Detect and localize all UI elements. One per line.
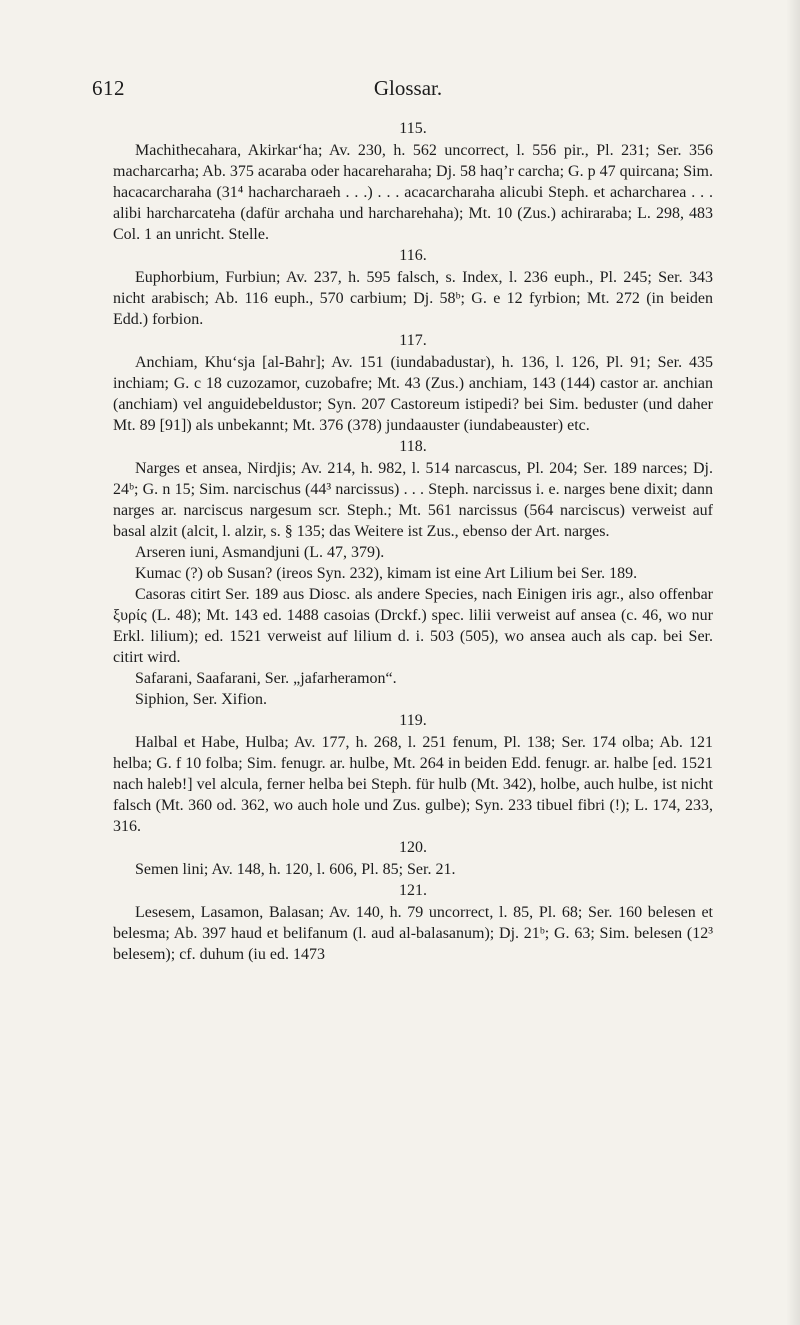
entry-paragraph: Siphion, Ser. Xifion. (135, 691, 268, 708)
entry-paragraph: Safarani, Saafarani, Ser. „jafarheramon“. (135, 670, 397, 687)
page-edge-shadow (786, 0, 800, 1325)
entry-number: 117. (399, 332, 427, 349)
entry-117 (113, 330, 713, 436)
page-number: 612 (92, 76, 125, 100)
entry-number: 121. (399, 882, 427, 899)
entry-number: 119. (399, 712, 427, 729)
entry-paragraph: Lesesem, Lasamon, Balasan; Av. 140, h. 79 uncorrect, l. 85, Pl. 68; Ser. 160 belesen et belesma; Ab. 397 haud et belifanum (l. aud al-balasanum); Dj. 21ᵇ; G. 63; Sim. belesen (12³ belesem); cf. duhum (iu ed. 1473 (113, 904, 713, 963)
entry-paragraph: Halbal et Habe, Hulba; Av. 177, h. 268, l. 251 fenum, Pl. 138; Ser. 174 olba; Ab. 121 helba; G. f 10 folba; Sim. fenugr. ar. hulbe, Mt. 264 in beiden Edd. fenugr. ar. halbe [ed. 1521 nach haleb!] vel alcula, ferner helba bei Steph. für hulb (Mt. 342), holbe, auch hulbe, ist nicht falsch (Mt. 360 od. 362, wo auch hole und Zus. gulbe); Syn. 233 tibuel fibri (!); L. 174, 233, 316. (113, 734, 713, 835)
entry-paragraph: Narges et ansea, Nirdjis; Av. 214, h. 982, l. 514 narcascus, Pl. 204; Ser. 189 narces; Dj. 24ᵇ; G. n 15; Sim. narcischus (44³ narcissus) . . . Steph. narcissus i. e. narges bene dixit; dann narges ar. narciscus nargesum scr. Steph.; Mt. 561 narcissus (564 narciscus) verweist auf basal alzit (alcit, l. alzir, s. § 135; das Weitere ist Zus., ebenso der Art. narges. (113, 460, 713, 540)
entry-number: 116. (399, 247, 427, 264)
entry-119 (113, 710, 713, 837)
entry-paragraph: Semen lini; Av. 148, h. 120, l. 606, Pl. 85; Ser. 21. (135, 861, 456, 878)
entry-121 (113, 880, 713, 965)
entry-paragraph: Arseren iuni, Asmandjuni (L. 47, 379). (135, 544, 385, 561)
running-title: Glossar. (373, 76, 443, 100)
entry-number: 115. (399, 120, 427, 137)
entry-number: 118. (399, 438, 427, 455)
glossary-body (113, 118, 713, 965)
page-header (92, 76, 712, 106)
entry-115 (113, 118, 713, 245)
entry-number: 120. (399, 839, 427, 856)
entry-paragraph: Anchiam, Khu‘sja [al-Bahr]; Av. 151 (iundabadustar), h. 136, l. 126, Pl. 91; Ser. 435 inchiam; G. c 18 cuzozamor, cuzobafre; Mt. 43 (Zus.) anchiam, 143 (144) castor ar. anchian (anchiam) vel anguidebeldustor; Syn. 207 Castoreum istipedi? bei Sim. beduster (und daher Mt. 89 [91]) als unbekannt; Mt. 376 (378) jundaauster (iundabeauster) etc. (113, 354, 713, 434)
entry-118 (113, 436, 713, 710)
entry-paragraph: Kumac (?) ob Susan? (ireos Syn. 232), kimam ist eine Art Lilium bei Ser. 189. (135, 565, 638, 582)
entry-120 (113, 837, 713, 880)
entry-116 (113, 245, 713, 330)
entry-paragraph: Euphorbium, Furbiun; Av. 237, h. 595 falsch, s. Index, l. 236 euph., Pl. 245; Ser. 343 nicht arabisch; Ab. 116 euph., 570 carbium; Dj. 58ᵇ; G. e 12 fyrbion; Mt. 272 (in beiden Edd.) forbion. (113, 269, 713, 328)
entry-paragraph: Machithecahara, Akirkar‘ha; Av. 230, h. 562 uncorrect, l. 556 pir., Pl. 231; Ser. 356 macharcarha; Ab. 375 acaraba oder hacareharaha; Dj. 58 haq’r carcha; G. p 47 quircana; Sim. hacacarcharaha (31⁴ hacharcharaeh . . .) . . . acacarcharaha alicubi Steph. et acharcharea . . . alibi harcharcateha (dafür archaha und harcharehaha); Mt. 10 (Zus.) achiraraba; L. 298, 483 Col. 1 an unricht. Stelle. (113, 142, 713, 243)
entry-paragraph: Casoras citirt Ser. 189 aus Diosc. als andere Species, nach Einigen iris agr., also offenbar ξυρίς (L. 48); Mt. 143 ed. 1488 casoias (Drckf.) spec. lilii verweist auf ansea (c. 46, wo nur Erkl. lilium); ed. 1521 verweist auf lilium d. i. 503 (505), wo ansea auch als cap. bei Ser. citirt wird. (113, 586, 713, 666)
